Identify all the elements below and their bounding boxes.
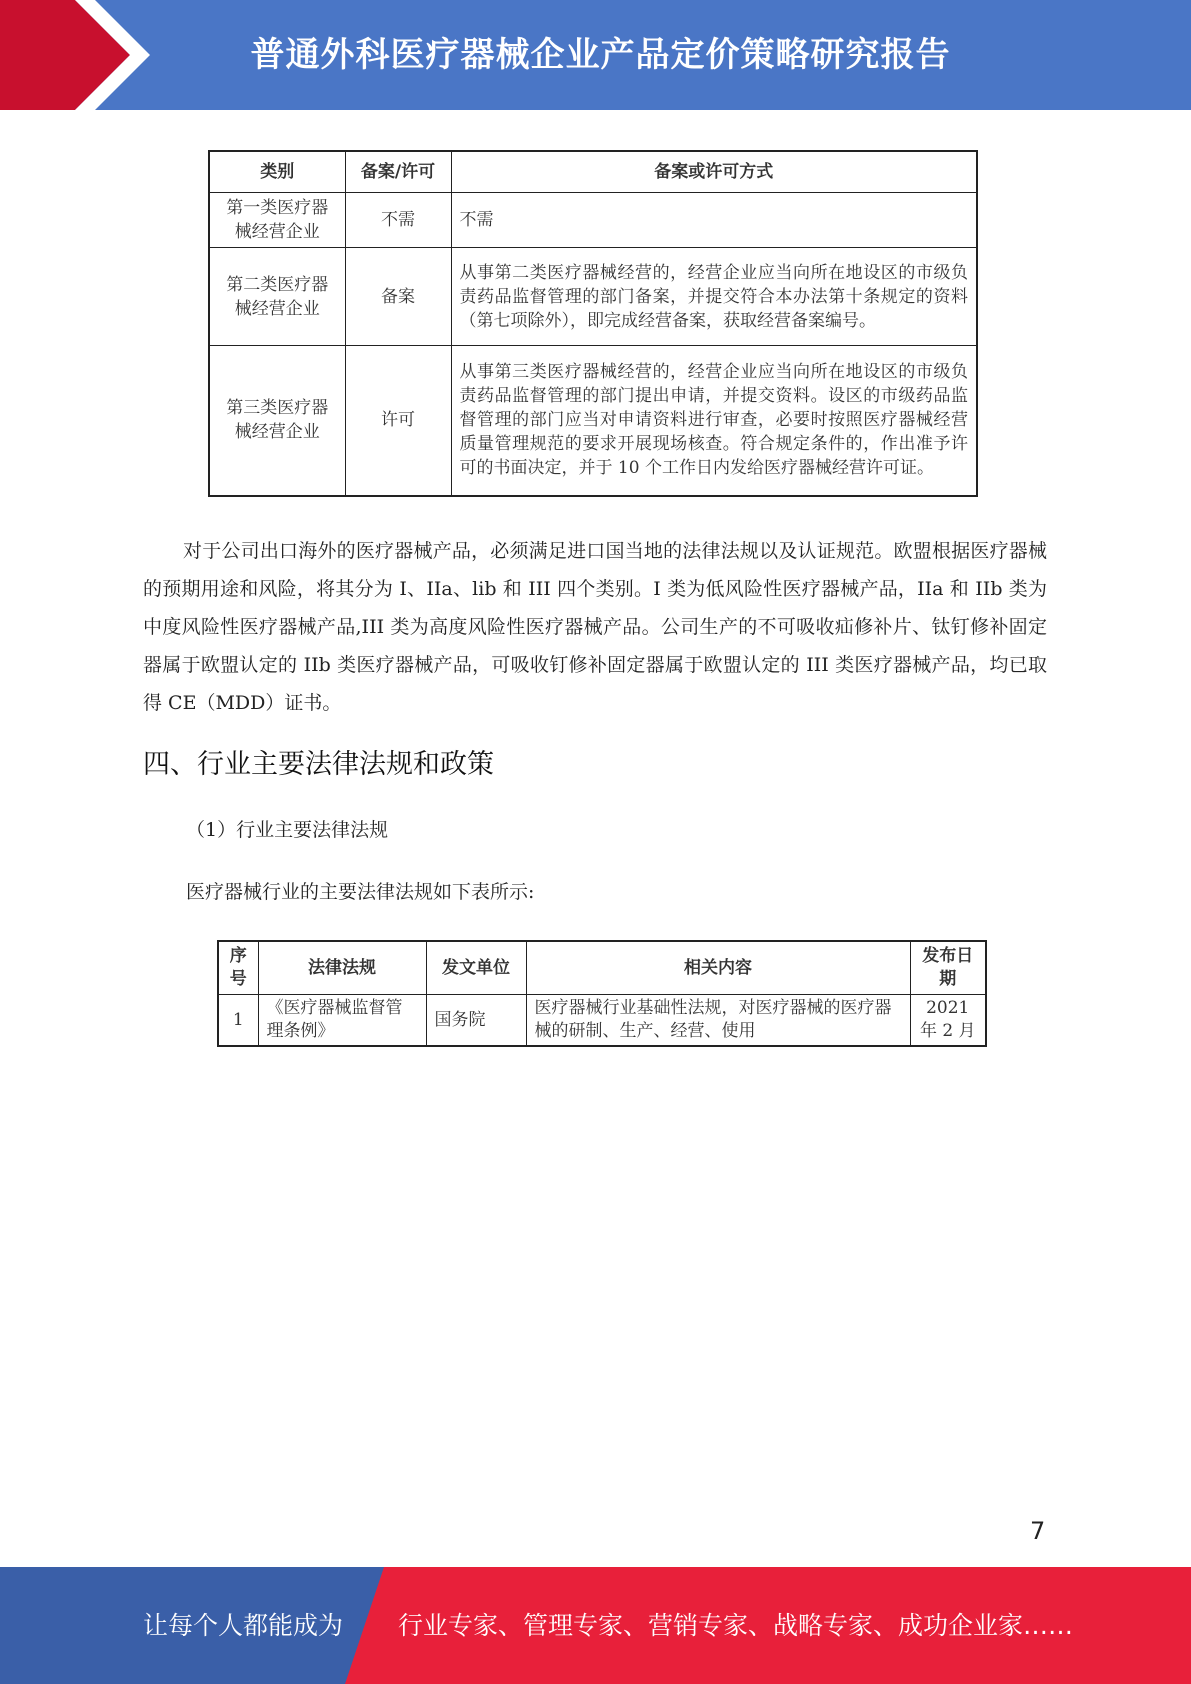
type-cell: 备案 [345, 248, 451, 346]
column-header: 序号 [218, 941, 258, 995]
document-title: 普通外科医疗器械企业产品定价策略研究报告 [250, 35, 951, 75]
method-cell: 不需 [451, 193, 977, 248]
method-cell: 从事第三类医疗器械经营的，经营企业应当向所在地设区的市级负责药品监督管理的部门提出申请，并提交资料。设区的市级药品监督管理的部门应当对申请资料进行审查，必要时按照医疗器械经营质量管理规范的要求开展现场核查。符合规定条件的，作出准予许可的书面决定，并于 10 个工作日内发给医疗器械经营许可证。 [451, 346, 977, 496]
column-header: 发文单位 [426, 941, 526, 995]
table-intro-text: 医疗器械行业的主要法律法规如下表所示: [186, 881, 535, 903]
body-paragraph: 对于公司出口海外的医疗器械产品，必须满足进口国当地的法律法规以及认证规范。欧盟根据医疗器械的预期用途和风险，将其分为 I、IIa、lib 和 III 四个类别。I 类为低风险性医疗器械产品，IIa 和 IIb 类为中度风险性医疗器械产品,III 类为高度风险性医疗器械产品。公司生产的不可吸收疝修补片、钛钉修补固定器属于欧盟认定的 IIb 类医疗器械产品，可吸收钉修补固定器属于欧盟认定的 III 类医疗器械产品，均已取得 CE（MDD）证书。 [143, 540, 1047, 714]
header-banner [0, 0, 1191, 110]
type-cell: 许可 [345, 346, 451, 496]
column-header: 法律法规 [258, 941, 426, 995]
column-header: 相关内容 [526, 941, 910, 995]
footer-slogan-right: 行业专家、管理专家、营销专家、战略专家、成功企业家…… [398, 1611, 1074, 1640]
table-row [209, 193, 977, 248]
column-header: 类别 [209, 151, 345, 193]
column-header: 备案/许可 [345, 151, 451, 193]
method-cell: 从事第二类医疗器械经营的，经营企业应当向所在地设区的市级负责药品监督管理的部门备案，并提交符合本办法第十条规定的资料（第七项除外），即完成经营备案，获取经营备案编号。 [451, 248, 977, 346]
page-number: 7 [1030, 1517, 1046, 1545]
date-cell: 2021 年 2 月 [910, 995, 986, 1047]
laws-regulations-table [217, 940, 987, 1047]
type-cell: 不需 [345, 193, 451, 248]
number-cell: 1 [218, 995, 258, 1047]
table-row [209, 248, 977, 346]
content-cell: 医疗器械行业基础性法规，对医疗器械的医疗器械的研制、生产、经营、使用 [526, 995, 910, 1047]
column-header: 发布日期 [910, 941, 986, 995]
category-cell: 第一类医疗器械经营企业 [209, 193, 345, 248]
filing-license-table [208, 150, 978, 497]
footer-slogan-left: 让每个人都能成为 [143, 1611, 344, 1640]
footer-banner [0, 1567, 1191, 1684]
table-header-row [218, 941, 986, 995]
table-header-row [209, 151, 977, 193]
subsection-heading: （1）行业主要法律法规 [186, 819, 389, 841]
category-cell: 第二类医疗器械经营企业 [209, 248, 345, 346]
column-header: 备案或许可方式 [451, 151, 977, 193]
table-row [218, 995, 986, 1047]
law-cell: 《医疗器械监督管理条例》 [258, 995, 426, 1047]
category-cell: 第三类医疗器械经营企业 [209, 346, 345, 496]
section-heading: 四、行业主要法律法规和政策 [143, 749, 494, 780]
table-row [209, 346, 977, 496]
issuer-cell: 国务院 [426, 995, 526, 1047]
